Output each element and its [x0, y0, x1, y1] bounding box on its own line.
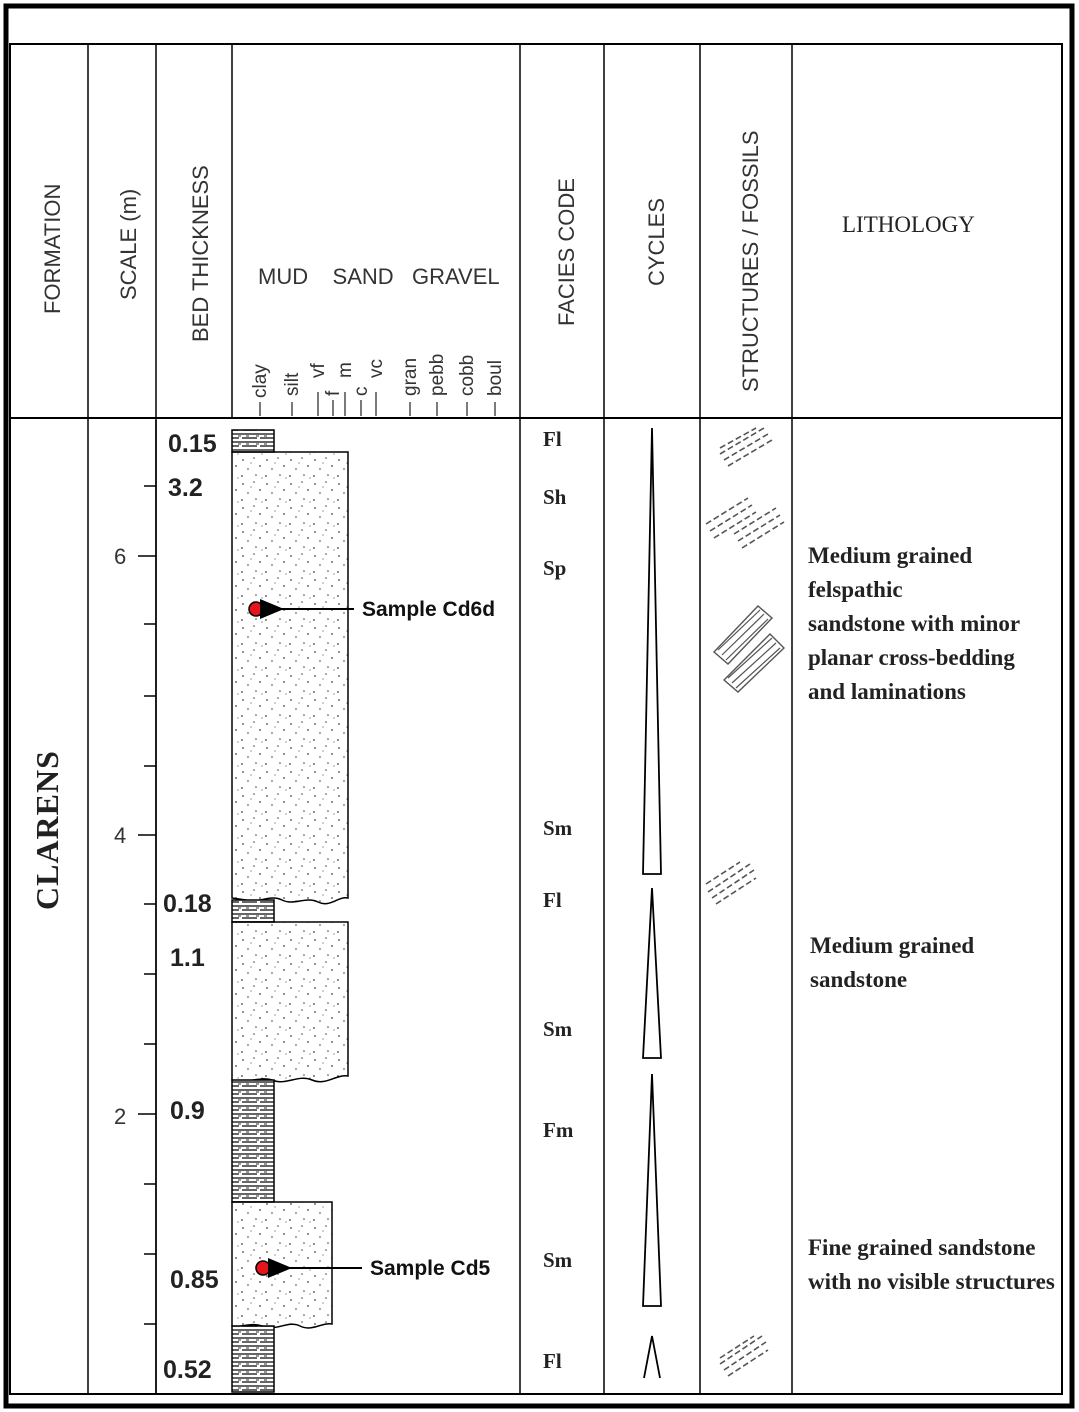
sample-marker-cd5 — [256, 1261, 270, 1275]
header-structures: STRUCTURES / FOSSILS — [738, 130, 763, 392]
bed-thickness-3: 0.18 — [163, 890, 212, 918]
header-bed-thickness: BED THICKNESS — [188, 165, 213, 342]
facies-code-4: Sm — [543, 816, 573, 840]
bed-thickness-6: 0.85 — [170, 1266, 219, 1294]
facies-code-3: Sp — [543, 556, 567, 580]
grain-size-label-f: f — [323, 390, 344, 396]
grain-size-label-silt: silt — [282, 372, 303, 396]
grain-size-label-m: m — [335, 362, 356, 378]
bed-mud-middle — [232, 900, 274, 922]
facies-code-2: Sh — [543, 485, 567, 509]
bed-thickness-2: 3.2 — [168, 474, 203, 502]
grain-size-label-cobb: cobb — [457, 354, 478, 396]
bed-thickness-1: 0.15 — [168, 430, 217, 458]
bed-mud-top — [232, 430, 274, 452]
grain-size-label-c: c — [351, 386, 372, 396]
bed-thickness-4: 1.1 — [170, 944, 205, 972]
facies-code-6: Sm — [543, 1017, 573, 1041]
grain-size-label-boul: boul — [485, 360, 506, 396]
svg-text:planar cross-bedding: planar cross-bedding — [808, 645, 1015, 670]
svg-text:sandstone: sandstone — [810, 967, 908, 992]
svg-text:sandstone with minor: sandstone with minor — [808, 611, 1021, 636]
svg-text:felspathic: felspathic — [808, 577, 903, 602]
scale-label-4: 4 — [114, 823, 127, 848]
svg-text:Medium grained: Medium grained — [810, 933, 975, 958]
facies-code-7: Fm — [543, 1118, 574, 1142]
grain-size-label-gran: gran — [400, 357, 421, 396]
svg-text:with no visible structures: with no visible structures — [808, 1269, 1055, 1294]
grain-size-label-clay: clay — [250, 364, 271, 398]
sample-label-cd5: Sample Cd5 — [370, 1257, 491, 1280]
grain-size-label-vc: vc — [366, 359, 387, 378]
header-cycles: CYCLES — [644, 197, 669, 286]
facies-code-9: Fl — [543, 1349, 562, 1373]
grain-size-label-vf: vf — [308, 363, 329, 378]
formation-name: CLARENS — [29, 750, 65, 910]
bed-mud-bottom — [232, 1326, 274, 1392]
header-scale: SCALE (m) — [116, 188, 141, 300]
facies-code-5: Fl — [543, 888, 562, 912]
grain-size-label-pebb: pebb — [427, 353, 448, 396]
bed-sandstone-middle — [232, 922, 348, 1082]
scale-label-6: 6 — [114, 544, 127, 569]
scale-label-2: 2 — [114, 1104, 127, 1129]
bed-sandstone-lower — [232, 1202, 332, 1328]
bed-mud-lower — [232, 1080, 274, 1202]
facies-code-1: Fl — [543, 427, 562, 451]
bed-sandstone-upper — [232, 452, 348, 904]
sample-label-cd6d: Sample Cd6d — [362, 598, 496, 621]
svg-text:Medium grained: Medium grained — [808, 543, 973, 568]
header-facies-code: FACIES CODE — [554, 178, 579, 326]
svg-text:Fine grained sandstone: Fine grained sandstone — [808, 1235, 1036, 1260]
header-grain-group: MUD SAND GRAVEL — [258, 264, 500, 289]
header-formation: FORMATION — [40, 183, 65, 314]
header-lithology: LITHOLOGY — [842, 212, 975, 237]
svg-text:and laminations: and laminations — [808, 679, 966, 704]
sample-marker-cd6d — [249, 602, 263, 616]
bed-thickness-7: 0.52 — [163, 1356, 212, 1384]
bed-thickness-5: 0.9 — [170, 1097, 205, 1125]
facies-code-8: Sm — [543, 1248, 573, 1272]
